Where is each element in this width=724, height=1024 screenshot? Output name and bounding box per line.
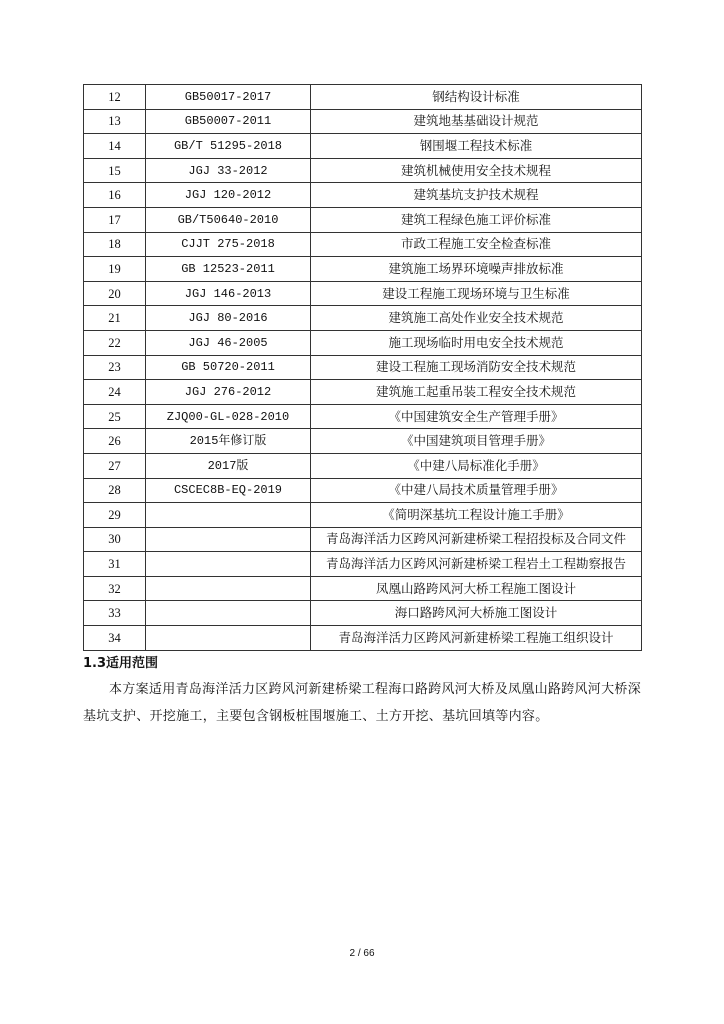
table-row [84, 306, 642, 331]
table-row [84, 183, 642, 208]
row-number: 34 [84, 626, 146, 651]
document-name: 建设工程施工现场环境与卫生标准 [311, 281, 642, 306]
document-name: 《中建八局标准化手册》 [311, 453, 642, 478]
table-row [84, 380, 642, 405]
table-row [84, 355, 642, 380]
standards-table [83, 84, 642, 651]
document-name: 海口路跨风河大桥施工图设计 [311, 601, 642, 626]
row-number: 12 [84, 85, 146, 110]
standard-code: CSCEC8B-EQ-2019 [146, 478, 311, 503]
standard-code: JGJ 120-2012 [146, 183, 311, 208]
row-number: 23 [84, 355, 146, 380]
table-row [84, 330, 642, 355]
document-name: 《中国建筑安全生产管理手册》 [311, 404, 642, 429]
standard-code: JGJ 80-2016 [146, 306, 311, 331]
document-name: 建筑机械使用安全技术规程 [311, 158, 642, 183]
row-number: 33 [84, 601, 146, 626]
document-name: 《中国建筑项目管理手册》 [311, 429, 642, 454]
row-number: 16 [84, 183, 146, 208]
row-number: 22 [84, 330, 146, 355]
standard-code: 2015年修订版 [146, 429, 311, 454]
row-number: 25 [84, 404, 146, 429]
table-row [84, 626, 642, 651]
standard-code [146, 552, 311, 577]
standard-code: GB/T 51295-2018 [146, 134, 311, 159]
standard-code: JGJ 33-2012 [146, 158, 311, 183]
row-number: 26 [84, 429, 146, 454]
standard-code: GB/T50640-2010 [146, 207, 311, 232]
standard-code: GB50007-2011 [146, 109, 311, 134]
standard-code: JGJ 276-2012 [146, 380, 311, 405]
standard-code: 2017版 [146, 453, 311, 478]
row-number: 21 [84, 306, 146, 331]
standard-code: JGJ 46-2005 [146, 330, 311, 355]
document-name: 建筑施工场界环境噪声排放标准 [311, 257, 642, 282]
table-row [84, 207, 642, 232]
document-name: 建筑基坑支护技术规程 [311, 183, 642, 208]
table-row [84, 478, 642, 503]
document-name: 建筑施工高处作业安全技术规范 [311, 306, 642, 331]
table-row [84, 576, 642, 601]
table-row [84, 134, 642, 159]
standard-code [146, 601, 311, 626]
row-number: 29 [84, 503, 146, 528]
document-name: 青岛海洋活力区跨风河新建桥梁工程招投标及合同文件 [311, 527, 642, 552]
table-row [84, 527, 642, 552]
section-paragraph: 本方案适用青岛海洋活力区跨风河新建桥梁工程海口路跨风河大桥及凤凰山路跨风河大桥深基坑支护、开挖施工，主要包含钢板桩围堰施工、土方开挖、基坑回填等内容。 [83, 681, 642, 723]
document-name: 钢围堰工程技术标准 [311, 134, 642, 159]
standard-code: GB 12523-2011 [146, 257, 311, 282]
table-row [84, 158, 642, 183]
standard-code [146, 527, 311, 552]
row-number: 17 [84, 207, 146, 232]
document-name: 《简明深基坑工程设计施工手册》 [311, 503, 642, 528]
standard-code [146, 503, 311, 528]
standard-code [146, 576, 311, 601]
row-number: 14 [84, 134, 146, 159]
document-name: 建筑施工起重吊装工程安全技术规范 [311, 380, 642, 405]
document-name: 青岛海洋活力区跨风河新建桥梁工程施工组织设计 [311, 626, 642, 651]
table-row [84, 503, 642, 528]
standard-code [146, 626, 311, 651]
row-number: 28 [84, 478, 146, 503]
table-row [84, 281, 642, 306]
table-row [84, 404, 642, 429]
document-name: 凤凰山路跨风河大桥工程施工图设计 [311, 576, 642, 601]
page-number: 2 / 66 [349, 948, 375, 959]
row-number: 30 [84, 527, 146, 552]
document-name: 建筑地基基础设计规范 [311, 109, 642, 134]
row-number: 18 [84, 232, 146, 257]
table-row [84, 429, 642, 454]
standard-code: ZJQ00-GL-028-2010 [146, 404, 311, 429]
table-row [84, 453, 642, 478]
row-number: 24 [84, 380, 146, 405]
standard-code: GB 50720-2011 [146, 355, 311, 380]
document-name: 青岛海洋活力区跨风河新建桥梁工程岩土工程勘察报告 [311, 552, 642, 577]
table-row [84, 601, 642, 626]
standard-code: GB50017-2017 [146, 85, 311, 110]
standard-code: JGJ 146-2013 [146, 281, 311, 306]
row-number: 19 [84, 257, 146, 282]
table-row [84, 109, 642, 134]
table-row [84, 85, 642, 110]
document-name: 市政工程施工安全检查标准 [311, 232, 642, 257]
table-row [84, 232, 642, 257]
document-name: 建筑工程绿色施工评价标准 [311, 207, 642, 232]
row-number: 27 [84, 453, 146, 478]
row-number: 32 [84, 576, 146, 601]
row-number: 13 [84, 109, 146, 134]
row-number: 20 [84, 281, 146, 306]
row-number: 31 [84, 552, 146, 577]
table-row [84, 257, 642, 282]
table-row [84, 552, 642, 577]
document-name: 《中建八局技术质量管理手册》 [311, 478, 642, 503]
document-name: 施工现场临时用电安全技术规范 [311, 330, 642, 355]
section-heading: 1.3适用范围 [83, 656, 159, 671]
standard-code: CJJT 275-2018 [146, 232, 311, 257]
document-name: 钢结构设计标准 [311, 85, 642, 110]
row-number: 15 [84, 158, 146, 183]
document-name: 建设工程施工现场消防安全技术规范 [311, 355, 642, 380]
